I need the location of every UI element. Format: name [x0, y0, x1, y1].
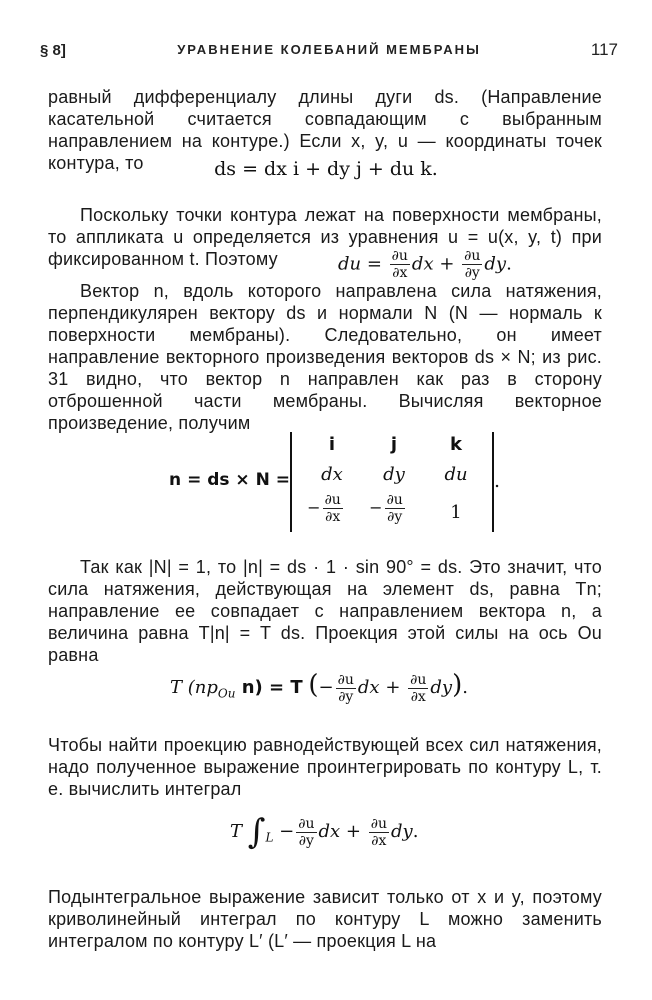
- formula-integral: T $\int_L$ − $\frac{\partial u}{\partial y}$ dx + $\frac{\partial u}{\partial x}$ dy.: [230, 812, 419, 852]
- formula-projection-sub: Ou: [217, 686, 236, 701]
- formula-integral-T: T: [230, 821, 243, 842]
- section-number: § 8]: [40, 42, 66, 59]
- paragraph-3: Вектор n, вдоль которого направлена сила натяжения, перпендикулярен вектору ds и нормали N (N — нормаль к поверхности мембраны). Следовательно, он имеет направление векторного произведения векторов ds × N; из рис. 31 видно, что вектор n направлен как раз в сторону отброшенной части мембраны. Вычисляя векторное произведение, получим: [48, 281, 602, 433]
- paragraph-2: Поскольку точки контура лежат на поверхности мембраны, то аппликата u определяется из уравнения u = u(x, y, t) при фиксированном t. Поэтому: [48, 205, 602, 269]
- paragraph-4: Так как |N| = 1, то |n| = ds · 1 · sin 90° = ds. Это значит, что сила натяжения, действующая на элемент ds, равна Tn; направление ее совпадает с направлением вектора n, а величина равна T|n| = T ds. Проекция этой силы на ось Ou равна: [48, 557, 602, 665]
- formula-projection: T ($пр_{Ou}$ n) = T (− $\frac{\partial u}{\partial y}$ dx + $\frac{\partial u}{\partial x}$ dy).: [170, 670, 468, 705]
- formula-ds: ds = dx i + dy j + du k.: [214, 158, 438, 180]
- determinant-matrix: [290, 432, 494, 532]
- matrix-r2c1: dx: [321, 464, 343, 485]
- matrix-r1c3: k: [450, 434, 462, 455]
- matrix-r2c2: dy: [383, 464, 405, 485]
- matrix-period: .: [494, 470, 501, 492]
- paragraph-5: Чтобы найти проекцию равнодействующей всех сил натяжения, надо полученное выражение проинтегрировать по контуру L, т. е. вычислить интеграл: [48, 735, 602, 799]
- chapter-title: УРАВНЕНИЕ КОЛЕБАНИЙ МЕМБРАНЫ: [177, 42, 481, 57]
- matrix-r3c1: − $\frac{\partial u}{\partial x}$: [307, 492, 341, 525]
- matrix-r3c3: 1: [450, 502, 462, 523]
- formula-du: du = $\frac{\partial u}{\partial x}$ dx + $\frac{\partial u}{\partial y}$ dy.: [338, 248, 512, 281]
- formula-du-lhs: du =: [338, 253, 382, 275]
- paragraph-1: равный дифференциалу длины дуги ds. (Направление касательной считается совпадающим с выбранным направлением на контуре.) Если x, y, u — координаты точек контура, то: [48, 87, 602, 173]
- page-number: 117: [590, 40, 618, 59]
- formula-cross-product-lhs: n = ds × N =: [169, 470, 290, 490]
- running-header: [40, 40, 618, 64]
- matrix-r3c2: − $\frac{\partial u}{\partial y}$: [369, 492, 403, 525]
- formula-projection-lhs: T (пр: [170, 677, 218, 698]
- matrix-r2c3: du: [444, 464, 468, 485]
- matrix-r1c1: i: [328, 434, 336, 455]
- matrix-r1c2: j: [390, 434, 398, 455]
- paragraph-6: Подынтегральное выражение зависит только от x и y, поэтому криволинейный интеграл по контуру L можно заменить интегралом по контуру L′ (L′ — проекция L на: [48, 887, 602, 951]
- formula-projection-mid: n) = T: [235, 677, 303, 698]
